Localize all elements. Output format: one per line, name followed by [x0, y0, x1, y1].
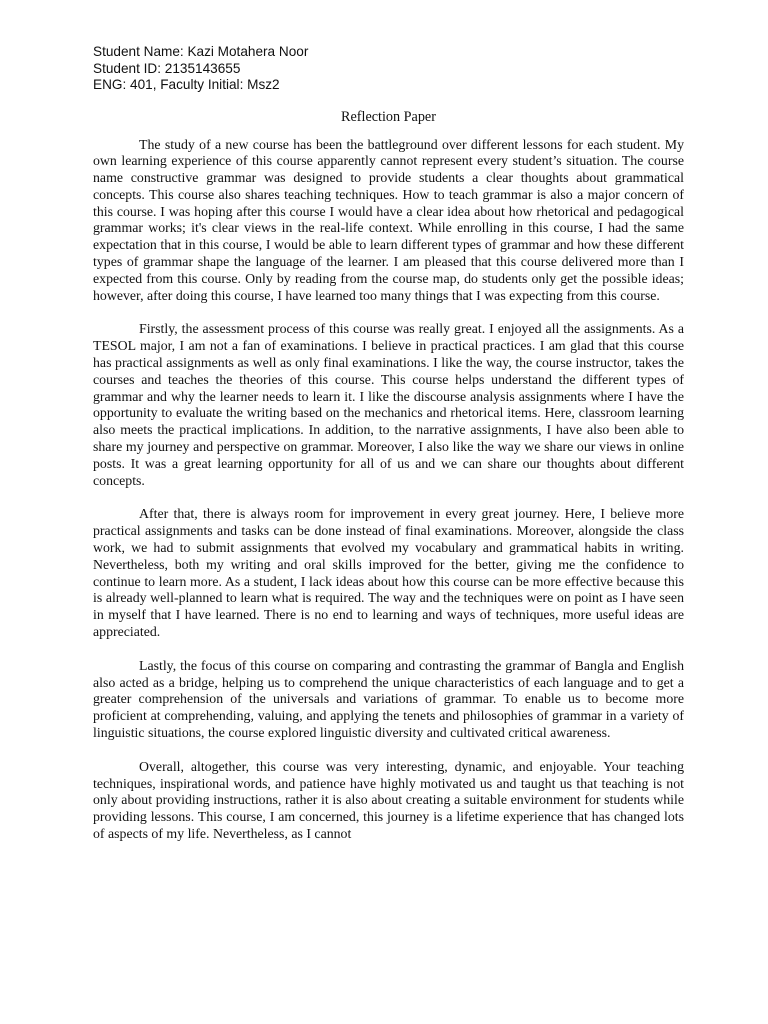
student-id: Student ID: 2135143655	[93, 60, 241, 76]
paragraph-conclusion: Overall, altogether, this course was very interesting, dynamic, and enjoyable. Your teaching techniques, inspirational words, and patience have highly motivated us and taught us that teaching is not only about providing instructions, rather it is also about creating a suitable environment for students while providing lessons. This course, I am concerned, this journey is a lifetime experience that has changed lots of aspects of my life. Nevertheless, as I cannot	[93, 758, 684, 841]
paragraph-comparison: Lastly, the focus of this course on comparing and contrasting the grammar of Bangla and English also acted as a bridge, helping us to comprehend the unique characteristics of each language and to get a greater comprehension of the universals and variations of grammar. To enable us to become more proficient at comprehending, valuing, and applying the tenets and philosophies of grammar in a variety of linguistic situations, the course explored linguistic diversity and cultivated critical awareness.	[93, 657, 684, 740]
paragraph-introduction: The study of a new course has been the battleground over different lessons for each student. My own learning experience of this course apparently cannot represent every student’s situation. The course name constructive grammar was designed to provide students a clear thoughts about grammatical concepts. This course also shares teaching techniques. How to teach grammar is also a major concern of this course. I was hoping after this course I would have a clear idea about how rhetorical and pedagogical grammar works; it's clear views in the real-life context. While enrolling in this course, I had the same expectation that in this course, I would be able to learn different types of grammar and how these different types of grammar shape the language of the learner. I am pleased that this course delivered more than I expected from this course. Only by reading from the course map, do students only get the possible ideas; however, after doing this course, I have learned too many things that I was expecting from this course.	[93, 136, 684, 303]
student-info-header	[93, 44, 684, 94]
page-title: Reflection Paper	[341, 108, 436, 125]
paragraph-improvement: After that, there is always room for improvement in every great journey. Here, I believe more practical assignments and tasks can be done instead of final examinations. Moreover, alongside the class work, we had to submit assignments that evolved my vocabulary and grammatical habits in writing. Nevertheless, both my writing and oral skills improved for the better, giving me the confidence to continue to learn more. As a student, I lack ideas about how this course can be more effective because this is already well-planned to learn what is required. The way and the techniques were on point as I have seen in myself that I have learned. There is no end to learning and ways of techniques, more useful ideas are appreciated.	[93, 506, 684, 640]
student-name: Student Name: Kazi Motahera Noor	[93, 44, 309, 59]
paragraph-assessment: Firstly, the assessment process of this course was really great. I enjoyed all the assignments. As a TESOL major, I am not a fan of examinations. I believe in practical practices. I am glad that this course has practical assignments as well as only final examinations. I like the way, the course instructor, takes the courses and teaches the theories of this course. This course helps understand the different types of grammar and why the learner needs to learn it. I like the discourse analysis assignments where I have the opportunity to evaluate the writing based on the mechanics and rhetorical items. Here, classroom learning also meets the practical implications. In addition, to the narrative assignments, I have also been able to share my journey and perspective on grammar. Moreover, I also like the way we share our views in online posts. It was a great learning opportunity for all of us and we can share our thoughts about different concepts.	[93, 321, 684, 488]
course-info: ENG: 401, Faculty Initial: Msz2	[93, 77, 280, 92]
